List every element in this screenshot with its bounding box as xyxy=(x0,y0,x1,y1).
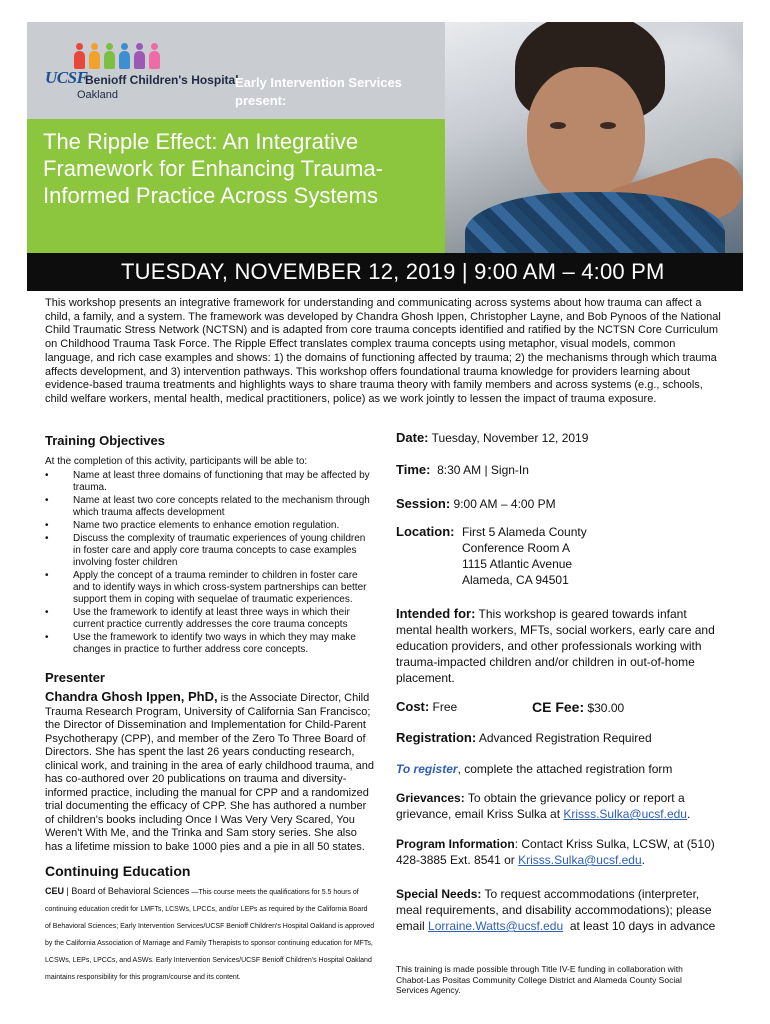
time-label: Time: xyxy=(396,462,431,477)
ce-lead-rest: | Board of Behavioral Sciences xyxy=(64,886,190,896)
logo-figure-head xyxy=(121,43,128,50)
objectives-intro: At the completion of this activity, participants will be able to: xyxy=(45,456,308,467)
logo-figure-head xyxy=(106,43,113,50)
date-row xyxy=(396,430,588,445)
intended-value: This workshop is geared towards infant mental health workers, MFTs, social workers, early care and education providers, and other professionals working with trauma-impacted children and/or children in out-of-home placement. xyxy=(396,607,715,685)
location-address xyxy=(462,524,587,588)
grievances-text: To obtain the grievance policy or report a grievance, email Kriss Sulka at xyxy=(396,791,685,821)
logo-figure-body xyxy=(134,51,145,69)
ce-fee-value: $30.00 xyxy=(584,701,625,715)
logo-figure-body xyxy=(119,51,130,69)
logo-figure-head xyxy=(151,43,158,50)
intended-row xyxy=(396,606,721,686)
cost-row xyxy=(396,699,726,714)
to-register-label: To register xyxy=(396,762,458,776)
location-label: Location: xyxy=(396,524,455,539)
objective-item: • Apply the concept of a trauma reminder to children in foster care and to identify ways in which cross-system partnerships can better support them in coping with sequelae of traumatic experiences. xyxy=(45,570,375,606)
cost-label: Cost: xyxy=(396,699,430,714)
location-line3: 1115 Atlantic Avenue xyxy=(462,557,573,571)
session-label: Session: xyxy=(396,496,451,511)
location-line2: Conference Room A xyxy=(462,541,571,555)
time-row xyxy=(396,462,529,477)
special-needs-email-link[interactable]: Lorraine.Watts@ucsf.edu xyxy=(428,919,564,933)
ce-text xyxy=(45,883,375,986)
registration-value: Advanced Registration Required xyxy=(476,731,652,745)
registration-label: Registration: xyxy=(396,730,477,745)
grievances-row: Grievances: To obtain the grievance policy or report a grievance, email Kriss Sulka at Krisss.Sulka@ucsf.edu. xyxy=(396,791,691,821)
hospital-logo-icon xyxy=(73,43,161,71)
objective-item: • Name at least three domains of functioning that may be affected by trauma. xyxy=(45,470,375,494)
logo-figure-head xyxy=(76,43,83,50)
location-row xyxy=(396,524,726,594)
presents-text xyxy=(235,74,402,110)
program-info-label: Program Information xyxy=(396,837,515,851)
time-value: 8:30 AM | Sign-In xyxy=(430,463,529,477)
ce-body: —This course meets the qualifications for 5.5 hours of continuing education credit for LMFTs, LCSWs, LPCCs, and/or LEPs as required by the California Board of Behavioral Sciences; Early Intervention Services/UCSF Benioff Children's Hospital Oakland is approved by the California Association of Marriage and Family Therapists to sponsor continuing education for MFTs, LCSWs, LEPs, LPCCs, and ASWs. Early Intervention Services/UCSF Benioff Children's Hospital Oakland maintains responsibility for this program/course and its content. xyxy=(45,889,375,981)
presents-line2: present: xyxy=(235,93,287,108)
special-needs-row xyxy=(396,886,721,934)
ce-heading: Continuing Education xyxy=(45,863,191,879)
grievances-label: Grievances: xyxy=(396,791,465,805)
objectives-list xyxy=(45,470,375,656)
logo-figure-body xyxy=(104,51,115,69)
special-needs-tail: at least 10 days in advance xyxy=(563,919,716,933)
ce-fee xyxy=(532,699,624,715)
header-banner xyxy=(27,22,743,253)
logo-figure xyxy=(118,43,131,71)
event-title-line3: Informed Practice Across Systems xyxy=(43,183,378,208)
ce-fee-label: CE Fee: xyxy=(532,699,585,715)
presents-line1: Early Intervention Services xyxy=(235,75,402,90)
child-photo xyxy=(445,22,743,253)
hospital-name: Benioff Children's Hospital xyxy=(85,73,239,87)
intended-label: Intended for: xyxy=(396,606,476,621)
presenter-bio-text: is the Associate Director, Child Trauma Research Program, University of California San Francisco; the Director of Dissemination and Implementation for Child-Parent Psychotherapy (CPP), and member of the Zero To Three Board of Directors. She has spent the last 26 years conducting research, clinical work, and training in the area of early childhood trauma, and has co-authored over 20 publications on trauma and diversity-informed practice, including the manual for CPP and a randomized trial documenting the efficacy of CPP. She has authored a number of children's books including Once I Was Very Very Scared, You Weren't With Me, and the Trinka and Sam story series. She also has a lifetime mission to bake 1000 pies and a pie in all 50 states. xyxy=(45,692,374,853)
hospital-location: Oakland xyxy=(77,89,118,101)
date-label: Date: xyxy=(396,430,429,445)
intro-paragraph: This workshop presents an integrative framework for understanding and communicating across systems about how trauma can affect a child, a family, and a system. The framework was developed by Chandra Ghosh Ippen, Christopher Layne, and Bob Pynoos of the National Child Traumatic Stress Network (NCTSN) and is adapted from core trauma concepts identified and ratified by the NCTSN Core Curriculum on Childhood Trauma Task Force. The Ripple Effect translates complex trauma concepts using metaphor, visual models, common language, and rich case examples and shows: 1) the domains of functioning affected by trauma; 2) the mechanisms through which trauma affects development, and 3) intervention pathways. This workshop offers foundational trauma knowledge for providers learning about evidence-based trauma treatments and highlights ways to share trauma theory with family members and across systems (e.g., schools, child welfare workers, mental health, medical practitioners, police) as we work jointly to lessen the impact of trauma exposure. xyxy=(45,297,721,405)
program-email-link[interactable]: Krisss.Sulka@ucsf.edu xyxy=(518,853,642,867)
location-line1: First 5 Alameda County xyxy=(462,525,587,539)
logo-band xyxy=(27,22,445,119)
event-title-line1: The Ripple Effect: An Integrative xyxy=(43,129,359,154)
presenter-bio xyxy=(45,690,375,854)
photo-eye-left xyxy=(550,122,566,129)
event-title xyxy=(43,128,433,209)
event-title-line2: Framework for Enhancing Trauma- xyxy=(43,156,383,181)
logo-figure xyxy=(88,43,101,71)
objective-item: • Use the framework to identify two ways in which they may make changes in practice to further address core concepts. xyxy=(45,632,375,656)
special-needs-label: Special Needs: xyxy=(396,887,482,901)
logo-figure-head xyxy=(136,43,143,50)
logo-figure xyxy=(148,43,161,71)
registration-row xyxy=(396,730,652,745)
presenter-heading: Presenter xyxy=(45,670,105,685)
ce-lead: CEU xyxy=(45,886,65,896)
objective-item: • Name at least two core concepts related to the mechanism through which trauma affects development xyxy=(45,495,375,519)
to-register-value: , complete the attached registration form xyxy=(457,762,673,776)
photo-eye-right xyxy=(600,122,616,129)
funding-note: This training is made possible through Title IV-E funding in collaboration with Chabot-Las Positas Community College District and Alameda County Social Services Agency. xyxy=(396,964,683,995)
objective-item: • Use the framework to identify at least three ways in which their current practice currently addresses the core trauma concepts xyxy=(45,607,375,631)
special-needs-text: To request accommodations (interpreter, meal requirements, and disability accommodations); please email xyxy=(396,887,712,933)
objective-item: • Discuss the complexity of traumatic experiences of young children in foster care and apply core trauma concepts to case examples involving foster children xyxy=(45,533,375,569)
session-row xyxy=(396,496,556,511)
left-column xyxy=(45,433,375,986)
program-info-row: Program Information: Contact Kriss Sulka, LCSW, at (510) 428-3885 Ext. 8541 or Krisss.Sulka@ucsf.edu. xyxy=(396,837,715,867)
logo-figure-body xyxy=(149,51,160,69)
logo-figure xyxy=(73,43,86,71)
date-banner: TUESDAY, NOVEMBER 12, 2019 | 9:00 AM – 4:00 PM xyxy=(27,253,743,291)
to-register-row xyxy=(396,762,672,776)
logo-figure-head xyxy=(91,43,98,50)
cost-value: Free xyxy=(429,700,458,714)
objective-item: • Name two practice elements to enhance emotion regulation. xyxy=(45,520,375,532)
logo-ucsf: UCSF xyxy=(45,68,88,87)
presenter-name: Chandra Ghosh Ippen, PhD, xyxy=(45,689,218,704)
logo-figure xyxy=(103,43,116,71)
logo-figure-body xyxy=(74,51,85,69)
logo-figure-body xyxy=(89,51,100,69)
objectives-heading: Training Objectives xyxy=(45,433,165,448)
location-line4: Alameda, CA 94501 xyxy=(462,573,569,587)
date-value: Tuesday, November 12, 2019 xyxy=(428,431,589,445)
session-value: 9:00 AM – 4:00 PM xyxy=(450,497,556,511)
logo-figure xyxy=(133,43,146,71)
grievances-email-link[interactable]: Krisss.Sulka@ucsf.edu xyxy=(563,807,687,821)
program-info-text: : Contact Kriss Sulka, LCSW, at (510) 428-3885 Ext. 8541 or xyxy=(396,837,715,867)
